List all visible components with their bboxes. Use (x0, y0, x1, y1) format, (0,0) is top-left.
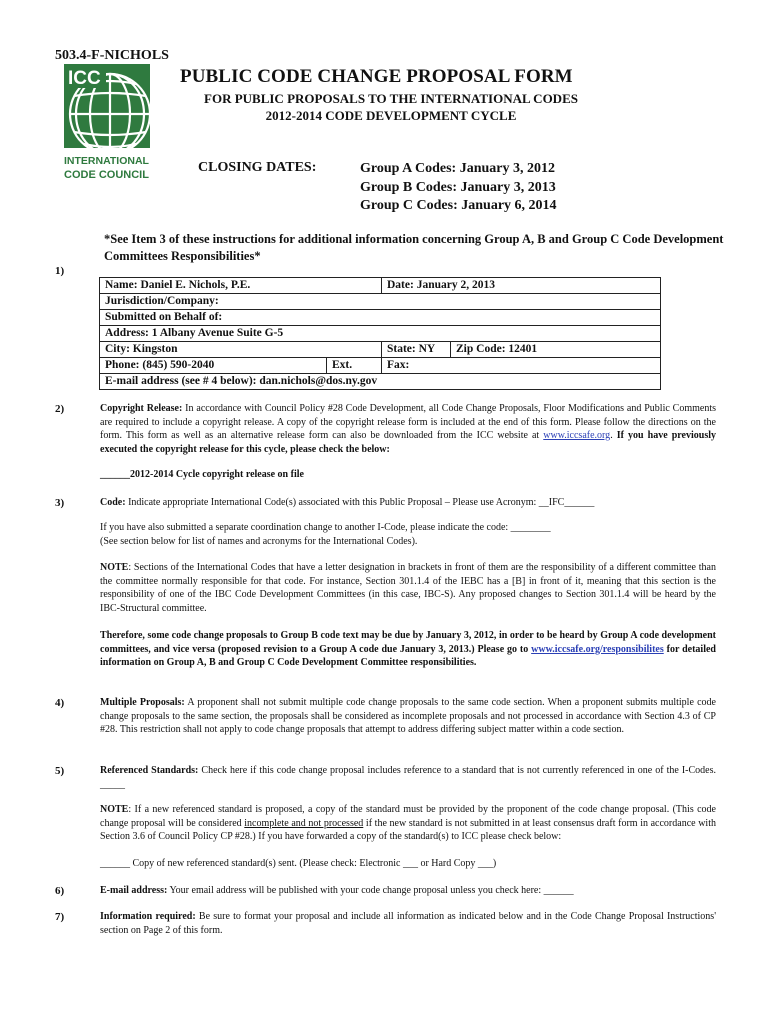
copyright-label: Copyright Release: (100, 403, 183, 414)
form-title: PUBLIC CODE CHANGE PROPOSAL FORM (180, 66, 573, 87)
fax-field[interactable]: Fax: (382, 358, 661, 374)
referenced-standards-text: Check here if this code change proposal includes reference to a standard that is not currently referenced in one of the I-Codes. _____ (100, 765, 716, 790)
city-field[interactable]: City: Kingston (100, 342, 382, 358)
copyright-section (100, 402, 716, 456)
information-required-label: Information required: (100, 911, 196, 922)
contact-info-table (99, 277, 661, 390)
information-required-section (100, 910, 716, 937)
svg-text:ICC: ICC (68, 68, 101, 89)
item-number-3: 3) (55, 497, 65, 509)
referenced-standards-label: Referenced Standards: (100, 765, 199, 776)
copyright-check-instruction: If you have previously executed the copyright release for this cycle, please check the below: (100, 430, 716, 455)
svg-text:INTERNATIONAL: INTERNATIONAL (64, 155, 149, 167)
copyright-text: In accordance with Council Policy #28 Code Development, all Code Change Proposals, Floor Modifications and Public Comments are required to include a copyright release. A copy of the copyright release form is included at the end of this form. Please follow the directions on the form. This form as well as an alternative release form can also be downloaded from the ICC website at (100, 403, 717, 441)
information-required-text: Be sure to format your proposal and include all information as indicated below and in the Code Change Proposal Instructions' section on Page 2 of this form. (100, 911, 716, 936)
svg-text:CODE COUNCIL: CODE COUNCIL (64, 169, 149, 181)
code-label: Code: (100, 497, 126, 508)
new-standard-note (100, 803, 716, 844)
copyright-release-checkbox-line[interactable]: ______2012-2014 Cycle copyright release on file (100, 469, 304, 480)
coordination-change-line[interactable]: If you have also submitted a separate coordination change to another I-Code, please indicate the code: ________ (100, 522, 551, 533)
copyright-text-end: . (610, 430, 617, 441)
email-field[interactable]: E-mail address (see # 4 below): dan.nichols@dos.ny.gov (100, 374, 661, 390)
multiple-proposals-label: Multiple Proposals: (100, 697, 185, 708)
ext-field[interactable]: Ext. (327, 358, 382, 374)
group-a-date: Group A Codes: January 3, 2012 (360, 161, 555, 176)
email-text[interactable]: Your email address will be published with your code change proposal unless you check here: ______ (167, 885, 574, 896)
document-id: 503.4-F-NICHOLS (55, 48, 169, 63)
multiple-proposals-text: A proponent shall not submit multiple code change proposals to the same code section. When a proponent submits multiple code change proposals to the same section, the proposals shall be considered as incomplete proposals and not processed in accordance with Section 4.3 of CP #28. This restriction shall not apply to code change proposals that attempt to address differing subject matter within a code section. (100, 697, 716, 735)
responsibilities-note: *See Item 3 of these instructions for additional information concerning Group A, B and Group C Code Development Committees Responsibilities* (104, 232, 724, 263)
acronym-reference-line: (See section below for list of names and acronyms for the International Codes). (100, 536, 418, 547)
email-section (100, 884, 716, 898)
phone-field[interactable]: Phone: (845) 590-2040 (100, 358, 327, 374)
icc-logo (64, 64, 150, 184)
iccsafe-link[interactable]: www.iccsafe.org (543, 430, 611, 441)
item-number-1: 1) (55, 265, 65, 277)
group-c-date: Group C Codes: January 6, 2014 (360, 198, 557, 213)
referenced-standards-section (100, 764, 716, 791)
group-b-date: Group B Codes: January 3, 2013 (360, 179, 556, 195)
code-text: Indicate appropriate International Code(s) associated with this Public Proposal – Please use Acronym: __IFC______ (125, 497, 595, 508)
email-label: E-mail address: (100, 885, 168, 896)
closing-dates-label: CLOSING DATES: (198, 160, 317, 175)
standards-note-text: : If a new referenced standard is proposed, a copy of the standard must be provided by the proponent of the code change proposal. (This code change proposal will be considered (100, 804, 716, 829)
closing-dates-list (360, 160, 557, 216)
item-number-4: 4) (55, 697, 65, 709)
subtitle-line-2: 2012-2014 CODE DEVELOPMENT CYCLE (265, 108, 517, 123)
incomplete-underlined: incomplete and not processed (244, 817, 364, 829)
item-number-7: 7) (55, 911, 65, 923)
zip-field[interactable]: Zip Code: 12401 (451, 342, 661, 358)
note-text: : Sections of the International Codes that have a letter designation in brackets in front of them are the responsibility of a different committee than the committee normally responsible for that code. For instance, Section 301.1.4 of the IEBC has a [B] in front of it, meaning that this section is the responsibility of one of the IBC Code Development Committees (in this case, IBC-S). Any proposed changes to Section 301.1.4 will be heard by the IBC-Structural committee. (100, 562, 716, 614)
multiple-proposals-section (100, 696, 716, 737)
item-number-6: 6) (55, 885, 65, 897)
standard-sent-checkbox-line[interactable]: ______ Copy of new referenced standard(s) sent. (Please check: Electronic ___ or Hard Copy ___) (100, 858, 497, 869)
subtitle-line-1: FOR PUBLIC PROPOSALS TO THE INTERNATIONAL CODES (204, 91, 578, 106)
responsibilities-link[interactable]: www.iccsafe.org/responsibilites (531, 643, 664, 655)
note-label: NOTE (100, 562, 129, 573)
item-number-5: 5) (55, 765, 65, 777)
date-field[interactable]: Date: January 2, 2013 (382, 278, 661, 294)
group-b-due-note (100, 629, 716, 670)
behalf-field[interactable]: Submitted on Behalf of: (100, 310, 661, 326)
therefore-text-end: for detailed information on Group A, B and Group C Code Development Committee responsibilities. (100, 643, 716, 668)
standards-note-text-end: if the new standard is not submitted in at least consensus draft form in accordance with Section 3.6 of Council Policy CP #28.) If you have forwarded a copy of the standard(s) to ICC please check below: (100, 817, 716, 842)
letter-designation-note (100, 561, 716, 615)
code-section (100, 496, 716, 510)
name-field[interactable]: Name: Daniel E. Nichols, P.E. (100, 278, 382, 294)
standards-note-label: NOTE (100, 804, 129, 815)
address-field[interactable]: Address: 1 Albany Avenue Suite G-5 (100, 326, 661, 342)
item-number-2: 2) (55, 403, 65, 415)
therefore-text: Therefore, some code change proposals to Group B code text may be due by January 3, 2012, in order to be heard by Group A code development committees, and vice versa (proposed revision to a Group A code due January 3, 2013.) Please go to (100, 630, 716, 655)
state-field[interactable]: State: NY (382, 342, 451, 358)
jurisdiction-field[interactable]: Jurisdiction/Company: (100, 294, 661, 310)
form-subtitle (166, 90, 616, 124)
